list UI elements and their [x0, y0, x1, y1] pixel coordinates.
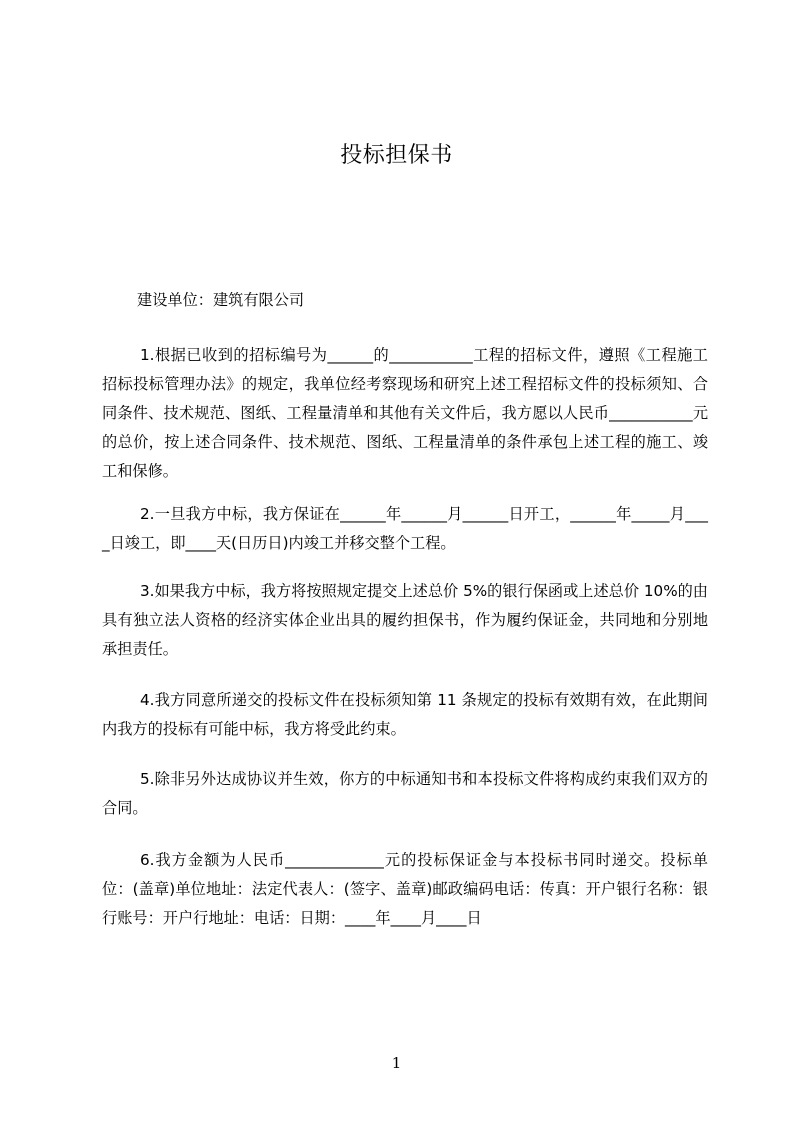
- clause-2: 2.一旦我方中标，我方保证在______年______月______日开工，______年_____月____日竣工，即____天(日历日)内竣工并移交整个工程。: [102, 505, 708, 552]
- clause-5: 5.除非另外达成协议并生效，你方的中标通知书和本投标文件将构成约束我们双方的合同。: [102, 770, 708, 817]
- clause-3: 3.如果我方中标，我方将按照规定提交上述总价 5%的银行保函或上述总价 10%的由具有独立法人资格的经济实体企业出具的履约担保书，作为履约保证金，共同地和分别地承担责任。: [102, 582, 708, 658]
- clause-1: 1.根据已收到的招标编号为______的___________工程的招标文件，遵照《工程施工招标投标管理办法》的规定，我单位经考察现场和研究上述工程招标文件的投标须知、合同条件、技术规范、图纸、工程量清单和其他有关文件后，我方愿以人民币___________元的总价，按上述合同条件、技术规范、图纸、工程量清单的条件承包上述工程的施工、竣工和保修。: [102, 346, 708, 480]
- page-number: 1: [391, 1054, 402, 1072]
- clause-4: 4.我方同意所递交的投标文件在投标须知第 11 条规定的投标有效期有效，在此期间内我方的投标有可能中标，我方将受此约束。: [102, 691, 708, 738]
- clause-6: 6.我方金额为人民币_____________元的投标保证金与本投标书同时递交。投标单位：(盖章)单位地址：法定代表人：(签字、盖章)邮政编码电话：传真：开户银行名称：银行账号：开户行地址：电话：日期：____年____月____日: [102, 851, 708, 927]
- document-title: 投标担保书: [340, 143, 453, 168]
- recipient-line: 建设单位：建筑有限公司: [137, 291, 305, 309]
